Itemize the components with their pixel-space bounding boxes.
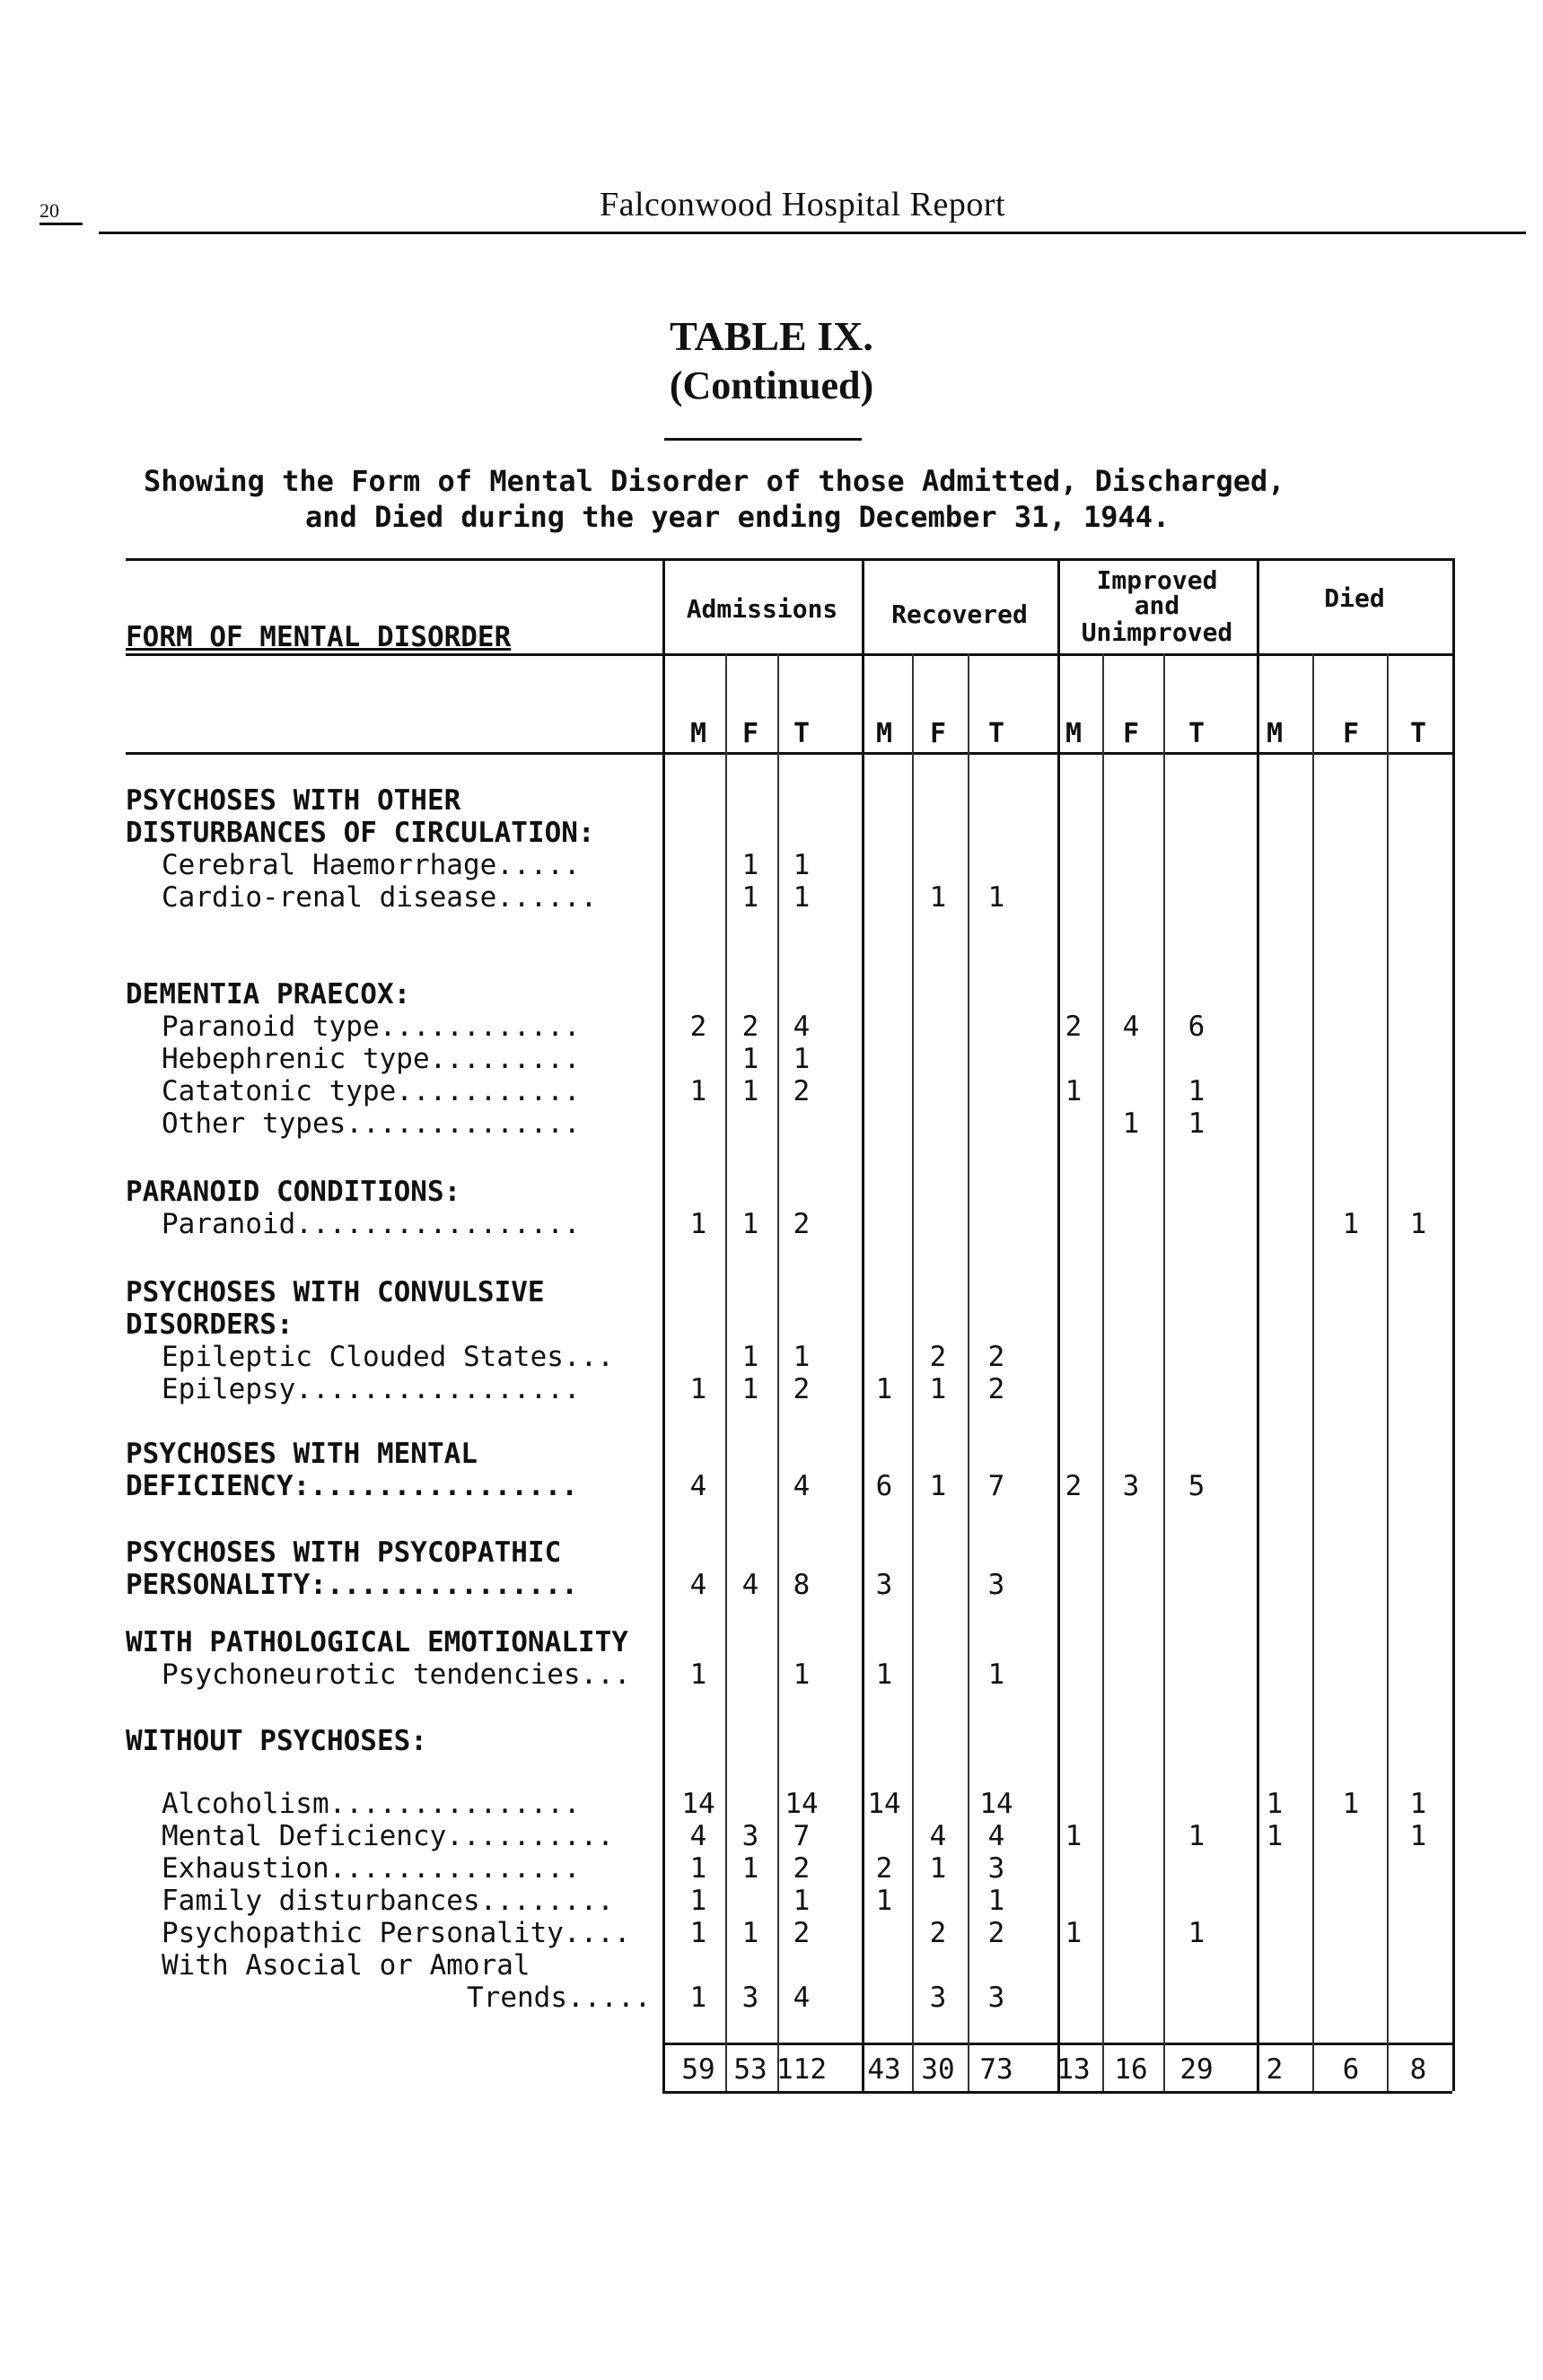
- group-header-died: Died: [1324, 583, 1385, 613]
- subcol-header-m: M: [1266, 718, 1284, 749]
- table-cell: 1: [929, 881, 947, 914]
- page-number-rule: [39, 223, 83, 225]
- table-cell: 14: [867, 1788, 901, 1820]
- column-divider: [1102, 653, 1104, 2091]
- caption-line-1: Showing the Form of Mental Disorder of those Admitted, Discharged,: [144, 464, 1285, 498]
- group-header-admissions: Admissions: [686, 594, 838, 624]
- row-label: Cardio-renal disease......: [162, 881, 598, 914]
- subcol-header-f: F: [741, 718, 759, 749]
- caption-line-2: and Died during the year ending December 31, 1944.: [305, 500, 1170, 534]
- total-cell: 8: [1409, 2053, 1427, 2086]
- table-cell: 1: [929, 1852, 947, 1885]
- table-cell: 2: [929, 1917, 947, 1949]
- table-cell: 3: [987, 1982, 1005, 2014]
- table-cell: 4: [1122, 1011, 1140, 1043]
- table-cell: 2: [875, 1852, 893, 1885]
- table-cell: 1: [875, 1658, 893, 1691]
- group-divider: [1452, 558, 1455, 2091]
- group-header-and: and: [1134, 591, 1180, 620]
- subcol-header-m: M: [1065, 718, 1083, 749]
- table-cell: 4: [741, 1569, 759, 1601]
- row-label: Psychopathic Personality....: [162, 1917, 631, 1949]
- total-cell: 43: [867, 2053, 901, 2086]
- title-rule: [664, 438, 862, 441]
- table-cell: 1: [1065, 1917, 1083, 1949]
- total-cell: 53: [733, 2053, 767, 2086]
- table-cell: 3: [875, 1569, 893, 1601]
- table-cell: 2: [987, 1341, 1005, 1373]
- table-cell: 1: [875, 1885, 893, 1917]
- table-cell: 3: [987, 1852, 1005, 1885]
- table-cell: 14: [979, 1788, 1013, 1820]
- subcol-header-f: F: [1122, 718, 1140, 749]
- table-cell: 2: [741, 1011, 759, 1043]
- table-cell: 2: [793, 1852, 811, 1885]
- table-cell: 4: [929, 1820, 947, 1852]
- table-cell: 1: [741, 881, 759, 914]
- table-cell: 4: [793, 1011, 811, 1043]
- table-cell: 1: [793, 849, 811, 881]
- total-cell: 30: [921, 2053, 955, 2086]
- total-cell: 6: [1342, 2053, 1360, 2086]
- row-label: Psychoneurotic tendencies...: [162, 1658, 631, 1691]
- group-divider: [1057, 558, 1060, 2091]
- row-label: Alcoholism...............: [162, 1788, 581, 1820]
- table-cell: 1: [1188, 1917, 1205, 1949]
- group-header-recovered: Recovered: [891, 599, 1028, 629]
- row-label: Cerebral Haemorrhage.....: [162, 849, 581, 881]
- table-cell: 1: [1266, 1788, 1284, 1820]
- table-cell: 2: [1065, 1011, 1083, 1043]
- table-cell: 4: [689, 1470, 707, 1502]
- table-cell: 1: [793, 1043, 811, 1075]
- column-divider: [1312, 653, 1314, 2091]
- column-divider: [1163, 653, 1165, 2091]
- row-label: Paranoid type............: [162, 1011, 581, 1043]
- section-heading: PARANOID CONDITIONS:: [126, 1176, 461, 1208]
- row-label: Other types..............: [162, 1107, 581, 1140]
- table-cell: 1: [1409, 1820, 1427, 1852]
- table-header-rule: [126, 653, 1452, 656]
- row-label: Family disturbances........: [162, 1885, 614, 1917]
- group-divider: [662, 558, 665, 2091]
- subcol-header-m: M: [689, 718, 707, 749]
- table-bottom-rule: [662, 2091, 1452, 2094]
- table-cell: 3: [741, 1820, 759, 1852]
- section-heading: PSYCHOSES WITH OTHER: [126, 784, 461, 817]
- table-cell: 2: [929, 1341, 947, 1373]
- table-cell: 1: [793, 1885, 811, 1917]
- table-cell: 2: [793, 1075, 811, 1107]
- total-cell: 73: [979, 2053, 1013, 2086]
- table-subheader-rule: [126, 752, 1452, 755]
- total-cell: 29: [1179, 2053, 1214, 2086]
- table-cell: 1: [987, 1885, 1005, 1917]
- table-cell: 1: [689, 1075, 707, 1107]
- table-cell: 1: [689, 1852, 707, 1885]
- column-divider: [1387, 653, 1389, 2091]
- section-heading: DEFICIENCY:................: [126, 1470, 578, 1502]
- row-label: Hebephrenic type.........: [162, 1043, 581, 1075]
- subcol-header-t: T: [793, 718, 811, 749]
- table-cell: 3: [1122, 1470, 1140, 1502]
- table-title: TABLE IX.: [670, 313, 873, 359]
- table-cell: 7: [793, 1820, 811, 1852]
- table-cell: 1: [741, 1208, 759, 1240]
- table-cell: 5: [1188, 1470, 1205, 1502]
- total-cell: 112: [776, 2053, 827, 2086]
- table-subtitle: (Continued): [669, 363, 874, 407]
- group-header-unimproved: Unimproved: [1081, 617, 1233, 647]
- table-cell: 1: [1342, 1208, 1360, 1240]
- table-cell: 1: [1122, 1107, 1140, 1140]
- table-cell: 1: [741, 849, 759, 881]
- section-heading: PSYCHOSES WITH CONVULSIVE: [126, 1276, 545, 1308]
- table-cell: 2: [793, 1373, 811, 1405]
- table-cell: 8: [793, 1569, 811, 1601]
- table-cell: 1: [875, 1373, 893, 1405]
- table-cell: 1: [689, 1208, 707, 1240]
- table-cell: 4: [793, 1470, 811, 1502]
- table-cell: 4: [793, 1982, 811, 2014]
- table-cell: 4: [689, 1569, 707, 1601]
- subcol-header-m: M: [875, 718, 893, 749]
- table-cell: 1: [1409, 1788, 1427, 1820]
- group-divider: [1257, 558, 1259, 2091]
- table-cell: 3: [987, 1569, 1005, 1601]
- subcol-header-f: F: [1342, 718, 1360, 749]
- table-cell: 1: [793, 1658, 811, 1691]
- row-label: Trends.....: [467, 1982, 652, 2014]
- total-cell: 2: [1266, 2053, 1284, 2086]
- row-label: Epilepsy.................: [162, 1373, 581, 1405]
- row-label: Paranoid.................: [162, 1208, 581, 1240]
- total-cell: 13: [1056, 2053, 1091, 2086]
- section-heading: PSYCHOSES WITH MENTAL: [126, 1438, 478, 1470]
- table-cell: 1: [689, 1917, 707, 1949]
- table-cell: 1: [741, 1075, 759, 1107]
- table-cell: 1: [987, 1658, 1005, 1691]
- table-cell: 1: [741, 1043, 759, 1075]
- table-cell: 2: [689, 1011, 707, 1043]
- table-cell: 1: [689, 1658, 707, 1691]
- table-cell: 2: [1065, 1470, 1083, 1502]
- table-cell: 1: [689, 1982, 707, 2014]
- table-cell: 4: [689, 1820, 707, 1852]
- row-label: Exhaustion...............: [162, 1852, 581, 1885]
- table-cell: 1: [1188, 1820, 1205, 1852]
- section-heading: PERSONALITY:...............: [126, 1569, 578, 1601]
- table-top-rule: [126, 558, 1452, 561]
- subcol-header-f: F: [929, 718, 947, 749]
- table-cell: 2: [987, 1373, 1005, 1405]
- table-cell: 3: [741, 1982, 759, 2014]
- header-rule: [99, 232, 1526, 234]
- table-cell: 1: [741, 1917, 759, 1949]
- section-heading: DISTURBANCES OF CIRCULATION:: [126, 817, 595, 849]
- row-label: Catatonic type...........: [162, 1075, 581, 1107]
- table-cell: 1: [1409, 1208, 1427, 1240]
- table-cell: 1: [793, 1341, 811, 1373]
- subcol-header-t: T: [1188, 718, 1205, 749]
- group-header-improved: Improved: [1096, 565, 1218, 595]
- table-cell: 1: [689, 1373, 707, 1405]
- running-title: Falconwood Hospital Report: [600, 186, 1006, 223]
- section-heading: DEMENTIA PRAECOX:: [126, 978, 411, 1011]
- table-cell: 1: [1065, 1075, 1083, 1107]
- table-cell: 6: [1188, 1011, 1205, 1043]
- table-cell: 3: [929, 1982, 947, 2014]
- table-cell: 7: [987, 1470, 1005, 1502]
- table-cell: 1: [1342, 1788, 1360, 1820]
- table-cell: 1: [741, 1852, 759, 1885]
- section-heading: WITHOUT PSYCHOSES:: [126, 1725, 427, 1757]
- row-label: Mental Deficiency..........: [162, 1820, 614, 1852]
- table-cell: 1: [987, 881, 1005, 914]
- table-cell: 2: [987, 1917, 1005, 1949]
- total-cell: 59: [681, 2053, 715, 2086]
- table-cell: 1: [741, 1373, 759, 1405]
- table-cell: 1: [1266, 1820, 1284, 1852]
- table-cell: 1: [1065, 1820, 1083, 1852]
- section-heading: WITH PATHOLOGICAL EMOTIONALITY: [126, 1626, 628, 1658]
- table-cell: 2: [793, 1917, 811, 1949]
- section-heading: DISORDERS:: [126, 1308, 294, 1341]
- table-caption: [144, 463, 1463, 535]
- row-label: With Asocial or Amoral: [162, 1949, 530, 1982]
- subcol-header-t: T: [1409, 718, 1427, 749]
- table-cell: 1: [689, 1885, 707, 1917]
- table-cell: 1: [929, 1470, 947, 1502]
- table-cell: 1: [1188, 1075, 1205, 1107]
- table-cell: 1: [741, 1341, 759, 1373]
- row-label: Epileptic Clouded States...: [162, 1341, 614, 1373]
- table-cell: 2: [793, 1208, 811, 1240]
- table-cell: 14: [681, 1788, 715, 1820]
- page-number: 20: [39, 199, 59, 222]
- table-cell: 6: [875, 1470, 893, 1502]
- total-cell: 16: [1114, 2053, 1148, 2086]
- table-cell: 1: [793, 881, 811, 914]
- form-of-mental-disorder-header: FORM OF MENTAL DISORDER: [126, 621, 512, 653]
- table-cell: 1: [1188, 1107, 1205, 1140]
- section-heading: PSYCHOSES WITH PSYCOPATHIC: [126, 1536, 562, 1569]
- table-cell: 4: [987, 1820, 1005, 1852]
- subcol-header-t: T: [987, 718, 1005, 749]
- table-cell: 1: [929, 1373, 947, 1405]
- table-cell: 14: [785, 1788, 819, 1820]
